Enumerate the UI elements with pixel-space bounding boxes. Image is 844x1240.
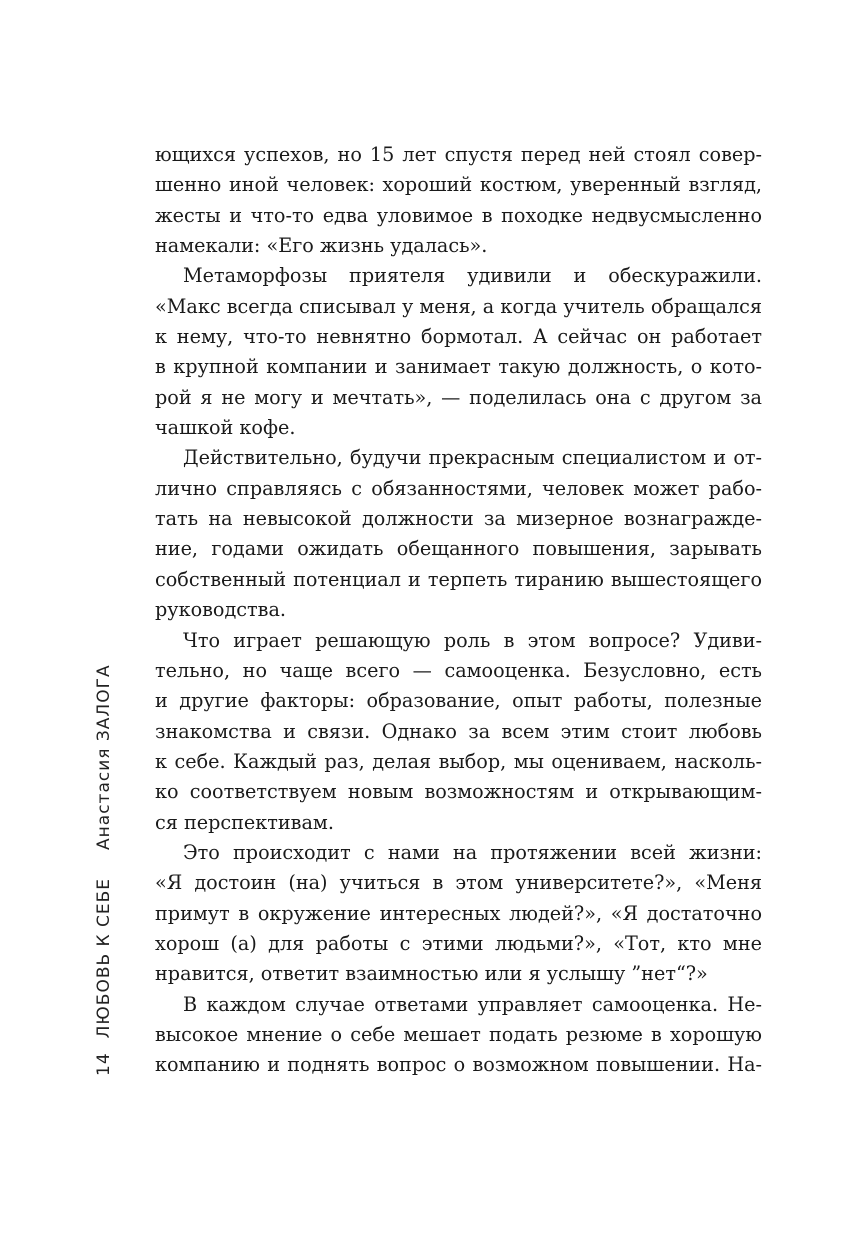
text-line: шенно иной человек: хороший костюм, уверенный взгляд, bbox=[155, 173, 762, 197]
text-line: высокое мнение о себе мешает подать резюме в хорошую bbox=[155, 1022, 762, 1046]
text-line: Это происходит с нами на протяжении всей жизни: bbox=[183, 840, 762, 864]
text-line: «Я достоин (на) учиться в этом университете?», «Меня bbox=[155, 871, 762, 895]
paragraph bbox=[155, 140, 762, 261]
text-line: рой я не могу и мечтать», — поделилась она с другом за bbox=[155, 385, 762, 409]
page-number: 14 bbox=[94, 1052, 114, 1076]
text-line: жесты и что-то едва уловимое в походке недвусмысленно bbox=[155, 203, 762, 227]
text-line: примут в окружение интересных людей?», «Я достаточно bbox=[155, 901, 762, 925]
paragraph bbox=[155, 990, 762, 1081]
book-title: ЛЮБОВЬ К СЕБЕ bbox=[94, 877, 114, 1039]
text-line: нравится, ответит взаимностью или я услышу ”нет“?» bbox=[155, 962, 708, 986]
text-line: и другие факторы: образование, опыт работы, полезные bbox=[155, 689, 762, 713]
text-line: тать на невысокой должности за мизерное вознагражде- bbox=[155, 507, 762, 531]
text-line: ющихся успехов, но 15 лет спустя перед ней стоял совер- bbox=[155, 143, 762, 166]
text-line: чашкой кофе. bbox=[155, 416, 296, 440]
text-line: хорош (а) для работы с этими людьми?», «Тот, кто мне bbox=[155, 931, 762, 955]
text-line: собственный потенциал и терпеть тиранию вышестоящего bbox=[155, 567, 762, 591]
text-line: В каждом случае ответами управляет самооценка. Не- bbox=[183, 992, 762, 1016]
paragraph bbox=[155, 626, 762, 838]
text-line: «Макс всегда списывал у меня, а когда учитель обращался bbox=[155, 294, 762, 318]
text-line: ко соответствуем новым возможностям и открывающим- bbox=[155, 780, 762, 804]
text-line: Действительно, будучи прекрасным специалистом и от- bbox=[183, 446, 762, 470]
text-line: Что играет решающую роль в этом вопросе? Удиви- bbox=[183, 628, 762, 652]
text-line: в крупной компании и занимает такую должность, о кото- bbox=[155, 355, 762, 379]
text-line: ние, годами ожидать обещанного повышения, зарывать bbox=[155, 537, 762, 561]
running-header bbox=[87, 664, 121, 1076]
author-name: Анастасия ЗАЛОГА bbox=[94, 664, 114, 850]
paragraph bbox=[155, 261, 762, 443]
text-line: Метаморфозы приятеля удивили и обескуражили. bbox=[183, 264, 762, 288]
paragraph bbox=[155, 443, 762, 625]
text-line: компанию и поднять вопрос о возможном повышении. На- bbox=[155, 1053, 762, 1077]
text-line: знакомства и связи. Однако за всем этим стоит любовь bbox=[155, 719, 762, 743]
text-line: к нему, что-то невнятно бормотал. А сейчас он работает bbox=[155, 325, 762, 349]
text-line: руководства. bbox=[155, 598, 286, 622]
paragraph bbox=[155, 838, 762, 990]
text-line: намекали: «Его жизнь удалась». bbox=[155, 234, 488, 258]
body-text bbox=[155, 140, 762, 1081]
text-line: тельно, но чаще всего — самооценка. Безусловно, есть bbox=[155, 658, 762, 682]
text-line: ся перспективам. bbox=[155, 810, 334, 834]
text-line: к себе. Каждый раз, делая выбор, мы оцениваем, насколь- bbox=[155, 749, 762, 773]
text-line: лично справляясь с обязанностями, человек может рабо- bbox=[155, 476, 762, 500]
